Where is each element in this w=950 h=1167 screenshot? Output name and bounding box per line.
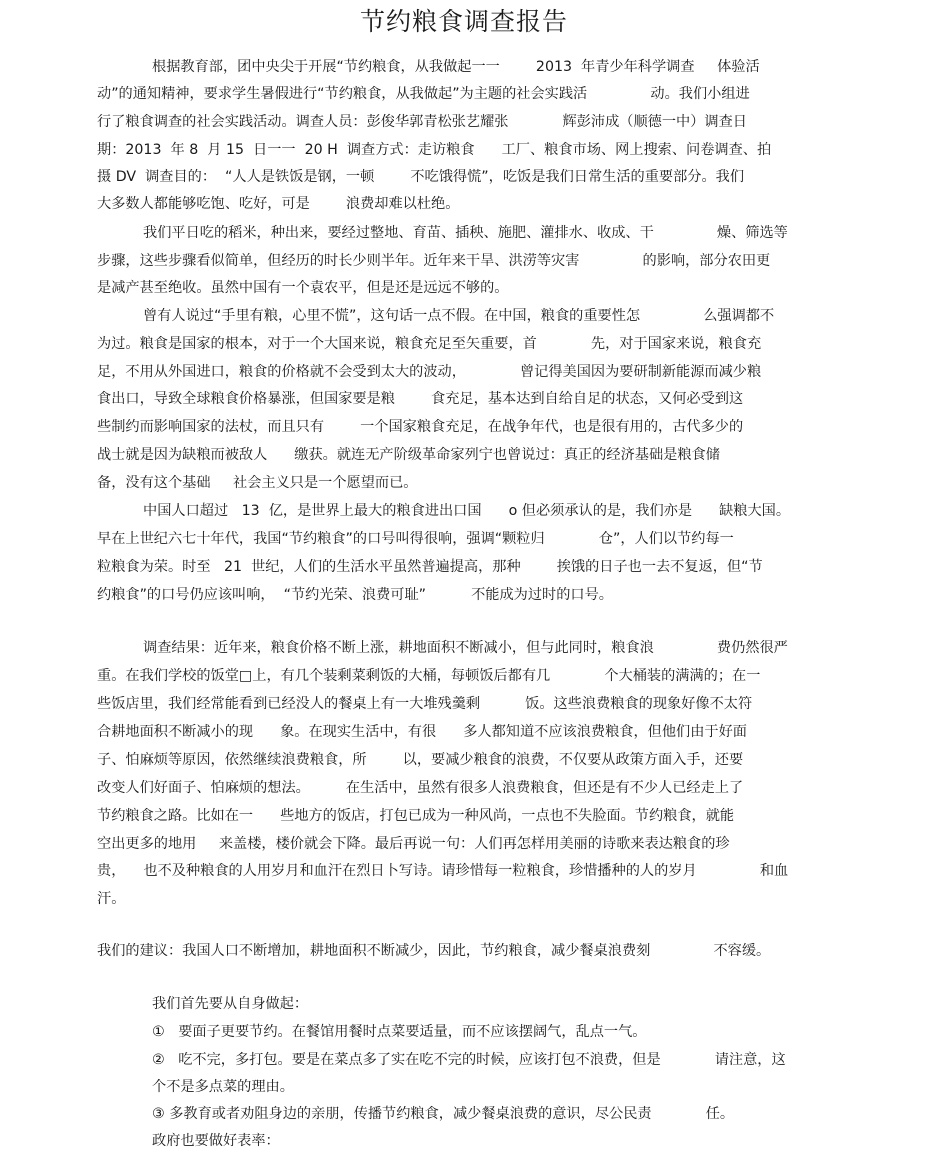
paragraph-line: 约粮食”的口号仍应该叫响， “节约光荣、浪费可耻” 不能成为过时的口号。 — [97, 587, 613, 603]
paragraph-line: 动”的通知精神，要求学生暑假进行“节约粮食，从我做起”为主题的社会实践活 动。我们小组进 — [97, 86, 750, 102]
paragraph-line: 曾有人说过“手里有粮，心里不慌”，这句话一点不假。在中国，粮食的重要性怎 么强调都不 — [143, 308, 775, 324]
paragraph-line: 子、怕麻烦等原因，依然继续浪费粮食，所 以，要减少粮食的浪费，不仅要从政策方面入手，还要 — [97, 752, 744, 768]
paragraph-line: 我们首先要从自身做起： — [152, 996, 309, 1012]
paragraph-line: 粒粮食为荣。时至 21 世纪，人们的生活水平虽然普遍提高，那种 挨饿的日子也一去不复返，但“节 — [97, 559, 763, 575]
list-item: ① 要面子更要节约。在餐馆用餐时点菜要适量，而不应该摆阔气，乱点一气。 — [152, 1024, 647, 1040]
paragraph-line: 中国人口超过 13 亿，是世界上最大的粮食进出口国 o 但必须承认的是，我们亦是 缺粮大国。 — [143, 503, 791, 519]
paragraph-line: 调查结果：近年来，粮食价格不断上涨，耕地面积不断减小，但与此同时，粮食浪 费仍然很严 — [143, 640, 788, 656]
paragraph-line: 重。在我们学校的饭堂□上，有几个装剩菜剩饭的大桶，每顿饭后都有几 个大桶装的满满的；在一 — [97, 668, 761, 684]
paragraph-line: 步骤，这些步骤看似简单，但经历的时长少则半年。近年来干旱、洪涝等灾害 的影响，部分农田更 — [97, 253, 771, 269]
paragraph-line: 摄 DV 调查目的： “人人是铁饭是钢，一顿 不吃饿得慌”，吃饭是我们日常生活的重要部分。我们 — [97, 169, 745, 185]
paragraph-line: 战士就是因为缺粮而被敌人 缴获。就连无产阶级革命家列宁也曾说过：真正的经济基础是粮食储 — [97, 447, 720, 463]
paragraph-line: 大多数人都能够吃饱、吃好，可是 浪费却难以杜绝。 — [97, 196, 460, 212]
paragraph-line: 改变人们好面子、怕麻烦的想法。 在生活中，虽然有很多人浪费粮食，但还是有不少人已经走上了 — [97, 780, 744, 796]
paragraph-line: 备，没有这个基础 社会主义只是一个愿望而已。 — [97, 475, 418, 491]
paragraph-line: 期：2013 年 8 月 15 日一一 20 H 调查方式：走访粮食 工厂、粮食市场、网上搜索、问卷调查、拍 — [97, 142, 772, 158]
paragraph-line: 早在上世纪六七十年代，我国“节约粮食”的口号叫得很响，强调“颗粒归 仓”，人们以节约每一 — [97, 531, 734, 547]
paragraph-line: 些制约而影响国家的法杖，而且只有 一个国家粮食充足，在战争年代，也是很有用的，古代多少的 — [97, 419, 744, 435]
paragraph-line: 贵， 也不及种粮食的人用岁月和血汗在烈日卜写诗。请珍惜每一粒粮食，珍惜播种的人的岁月 和血 — [97, 863, 789, 879]
paragraph-line: 合耕地面积不断减小的现 象。在现实生活中，有很 多人都知道不应该浪费粮食，但他们由于好面 — [97, 724, 747, 740]
paragraph-line: 根据教育部，团中央尖于开展“节约粮食，从我做起一一 2013 年青少年科学调查 体验活 — [152, 59, 760, 75]
paragraph-line: 汗。 — [97, 891, 126, 907]
paragraph-line: 政府也要做好表率： — [152, 1133, 280, 1149]
paragraph-line: 足，不用从外国进口，粮食的价格就不会受到太大的波动， 曾记得美国因为要研制新能源而减少粮 — [97, 364, 762, 380]
list-item: ③ 多教育或者劝阻身边的亲朋，传播节约粮食，减少餐桌浪费的意识，尽公民责 任。 — [152, 1106, 735, 1122]
paragraph-line: 节约粮食之路。比如在一 些地方的饭店，打包已成为一种风尚，一点也不失脸面。节约粮食，就能 — [97, 808, 735, 824]
list-item: ② 吃不完，多打包。要是在菜点多了实在吃不完的时候，应该打包不浪费，但是 请注意，这 — [152, 1052, 786, 1068]
list-item: 个不是多点菜的理由。 — [152, 1079, 294, 1095]
paragraph-line: 行了粮食调查的社会实践活动。调查人员：彭俊华郭青松张艺耀张 辉彭沛成（顺德一中）调查日 — [97, 114, 747, 130]
document-title: 节约粮食调查报告 — [359, 7, 568, 36]
paragraph-line: 些饭店里，我们经常能看到已经没人的餐桌上有一大堆残羹剩 饭。这些浪费粮食的现象好像不太符 — [97, 696, 753, 712]
paragraph-line: 我们平日吃的稻米，种出来，要经过整地、育苗、插秧、施肥、灌排水、收成、干 燥、筛选等 — [143, 225, 788, 241]
paragraph-line: 空出更多的地用 来盖楼，楼价就会下降。最后再说一句：人们再怎样用美丽的诗歌来表达粮食的珍 — [97, 836, 730, 852]
paragraph-line: 是减产甚至绝收。虽然中国有一个袁农平，但是还是远远不够的。 — [97, 280, 509, 296]
paragraph-line: 我们的建议：我国人口不断增加，耕地面积不断减少，因此，节约粮食，减少餐桌浪费刻 不容缓。 — [97, 943, 771, 959]
paragraph-line: 为过。粮食是国家的根本，对于一个大国来说，粮食充足至矢重要，首 先，对于国家来说，粮食充 — [97, 336, 762, 352]
paragraph-line: 食出口，导致全球粮食价格暴涨，但国家要是粮 食充足，基本达到自给自足的状态，又何必受到这 — [97, 391, 744, 407]
